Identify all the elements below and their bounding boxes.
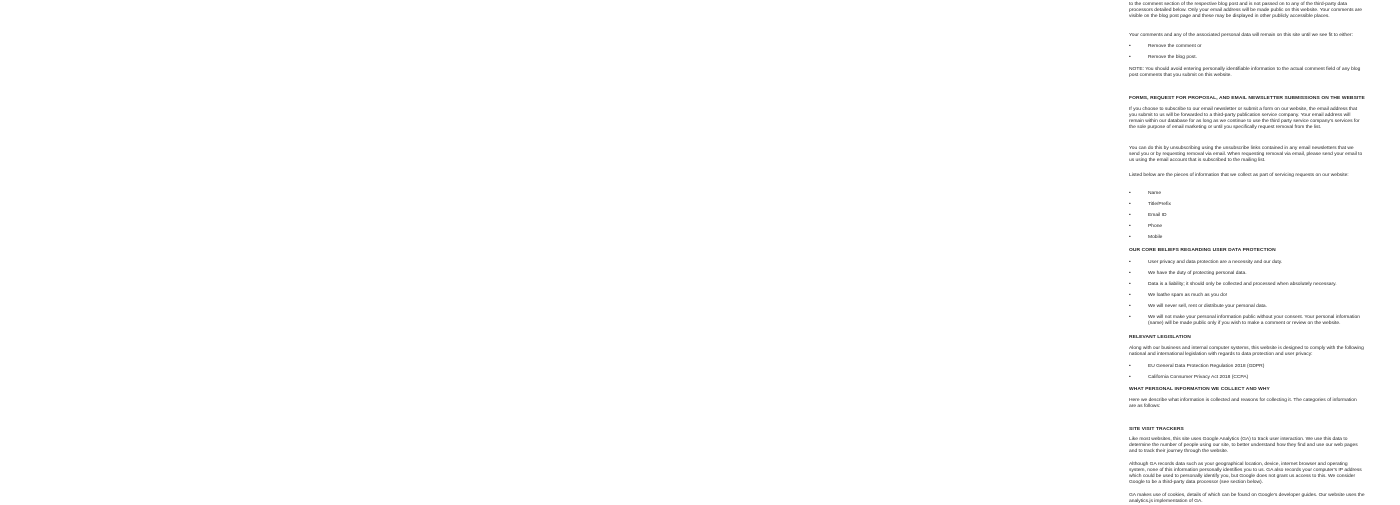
forms-item-title bbox=[1129, 202, 1365, 213]
forms-paragraph-3: Listed below are the pieces of information that we collect as part of servicing requests on our website: bbox=[1129, 173, 1349, 178]
right-column-preview bbox=[1129, 0, 1365, 505]
bullet-dot: • bbox=[1129, 293, 1131, 298]
bullet-dot: • bbox=[1129, 375, 1131, 380]
bullet-dot: • bbox=[1129, 364, 1131, 369]
forms-item-mobile bbox=[1129, 235, 1365, 246]
forms-item-text: Title/Prefix bbox=[1148, 202, 1171, 207]
comments-bullet-1 bbox=[1129, 44, 1365, 55]
bullet-dot: • bbox=[1129, 44, 1131, 49]
belief-item bbox=[1129, 282, 1365, 288]
forms-item-text: Name bbox=[1148, 191, 1162, 196]
site-trackers-paragraph-1: Like most websites, this site uses Google Analytics (GA) to track user interaction. We use this data to determine the number of people using our site, to better understand how they find and use our web pages and to track their journey through the website. bbox=[1129, 437, 1358, 455]
comments-note: NOTE: You should avoid entering personally identifiable information to the actual comment field of any blog post comments that you submit on this website. bbox=[1129, 67, 1361, 79]
legislation-item-ccpa bbox=[1129, 375, 1365, 386]
beliefs-heading: OUR CORE BELIEFS REGARDING USER DATA PROTECTION bbox=[1129, 248, 1276, 253]
bullet-dot: • bbox=[1129, 260, 1131, 265]
bullet-dot: • bbox=[1129, 202, 1131, 207]
comments-retention-line: Your comments and any of the associated personal data will remain on this site until we see fit to either: bbox=[1129, 33, 1353, 38]
belief-item bbox=[1129, 315, 1365, 327]
belief-item-text: User privacy and data protection are a necessity and our duty. bbox=[1148, 260, 1283, 265]
legislation-item-text: EU General Data Protection Regulation 2018 (GDPR) bbox=[1148, 364, 1265, 369]
comments-bullet-text: Remove the blog post. bbox=[1148, 55, 1197, 60]
bullet-dot: • bbox=[1129, 235, 1131, 240]
belief-item-text: Data is a liability; it should only be collected and processed when absolutely necessary. bbox=[1148, 282, 1337, 287]
belief-item-text: We loathe spam as much as you do! bbox=[1148, 293, 1228, 298]
belief-item-text: We will not make your personal information public without your consent. Your personal information (name) will be made public only if you wish to make a comment or review on the website. bbox=[1148, 315, 1360, 327]
belief-item bbox=[1129, 293, 1365, 299]
belief-item bbox=[1129, 260, 1365, 266]
site-trackers-heading: SITE VISIT TRACKERS bbox=[1129, 427, 1184, 432]
bullet-dot: • bbox=[1129, 224, 1131, 229]
forms-item-text: Mobile bbox=[1148, 235, 1163, 240]
bullet-dot: • bbox=[1129, 304, 1131, 309]
what-we-collect-paragraph: Here we describe what information is collected and reasons for collecting it. The categories of information are as follows: bbox=[1129, 398, 1357, 410]
belief-item-text: We have the duty of protecting personal data. bbox=[1148, 271, 1247, 276]
forms-item-name bbox=[1129, 191, 1365, 202]
forms-item-text: Email ID bbox=[1148, 213, 1167, 218]
bullet-dot: • bbox=[1129, 213, 1131, 218]
bullet-dot: • bbox=[1129, 271, 1131, 276]
what-we-collect-heading: WHAT PERSONAL INFORMATION WE COLLECT AND WHY bbox=[1129, 387, 1270, 392]
comments-bullet-2 bbox=[1129, 55, 1365, 66]
forms-item-text: Phone bbox=[1148, 224, 1163, 229]
forms-paragraph-1: If you choose to subscribe to our email newsletter or submit a form on our website, the email address that you submit to us will be forwarded to a third-party publication service company. Your email address will remain within our database for as long as we continue to use the third party service company's services for the sole purpose of email marketing or until you specifically request removal from the list. bbox=[1129, 107, 1360, 131]
belief-item bbox=[1129, 304, 1365, 310]
bullet-dot: • bbox=[1129, 282, 1131, 287]
site-trackers-paragraph-3: GA makes use of cookies, details of which can be found on Google's developer guides. Our website uses the analytics.js implementation of GA. bbox=[1129, 493, 1365, 505]
forms-paragraph-2: You can do this by unsubscribing using the unsubscribe links contained in any email newsletters that we send you or by requesting removal via email. When requesting removal via email, please send your email to us using the email account that is subscribed to the mailing list. bbox=[1129, 146, 1363, 164]
bullet-dot: • bbox=[1129, 191, 1131, 196]
forms-heading: FORMS, REQUEST FOR PROPOSAL, AND EMAIL NEWSLETTER SUBMISSIONS ON THE WEBSITE bbox=[1129, 96, 1365, 101]
legislation-item-gdpr bbox=[1129, 364, 1365, 375]
comment-data-paragraph: to the comment section of the respective blog post and is not passed on to any of the third-party data processors detailed below. Only your email address will be made public on this website. Your comments are visible on the blog post page and these may be displayed in other publicly accessible places. bbox=[1129, 2, 1362, 20]
belief-item bbox=[1129, 271, 1365, 277]
site-trackers-paragraph-2: Although GA records data such as your geographical location, device, internet browser and operating system, none of this information personally identifies you to us. GA also records your computer's IP address which could be used to personally identify you, but Google does not grant us access to this. We consider Google to be a third-party data processor (see section below). bbox=[1129, 462, 1362, 486]
bullet-dot: • bbox=[1129, 315, 1131, 320]
bullet-dot: • bbox=[1129, 55, 1131, 60]
legislation-paragraph: Along with our business and internal computer systems, this website is designed to comply with the following national and international legislation with regards to data protection and user privacy: bbox=[1129, 346, 1364, 358]
legislation-heading: RELEVANT LEGISLATION bbox=[1129, 335, 1191, 340]
comments-bullet-text: Remove the comment or bbox=[1148, 44, 1202, 49]
legislation-item-text: California Consumer Privacy Act 2018 (CCPA) bbox=[1148, 375, 1249, 380]
forms-item-email bbox=[1129, 213, 1365, 224]
belief-item-text: We will never sell, rent or distribute your personal data. bbox=[1148, 304, 1267, 309]
forms-item-phone bbox=[1129, 224, 1365, 235]
